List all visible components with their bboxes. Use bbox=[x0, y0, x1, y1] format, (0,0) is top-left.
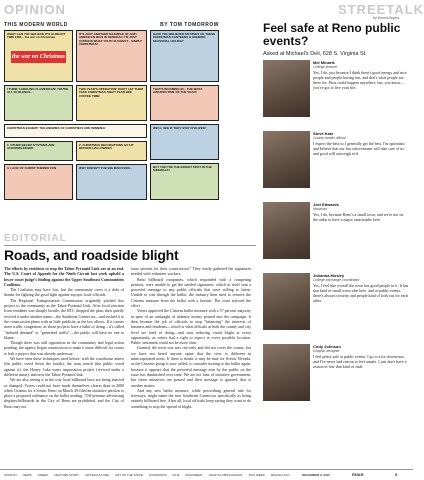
page-number: 5 bbox=[395, 472, 398, 477]
issue-date: DECEMBER 3, 2015 bbox=[302, 473, 331, 477]
footer-nav-item[interactable]: ART OF THE STATE bbox=[115, 473, 143, 477]
respondent-role: College exchange coordinator bbox=[313, 278, 360, 282]
respondent-photo bbox=[263, 273, 310, 330]
footer-nav-item[interactable]: FILM bbox=[172, 473, 180, 477]
respondent-name: Johanna Mosley bbox=[313, 273, 345, 278]
respondent-quote: I feel pretty safe at public events. I go to a lot downtown, and I've never had reason to feel unsafe. I just don't have a reason to fear that kind of stuff. bbox=[313, 354, 407, 369]
editorial-paragraph: issue permits for their construction." They easily gathered the signatures needed with volunteer workers. bbox=[131, 266, 251, 277]
comic-panel-text: 2. CHRISTMAS DECORATIONS GO UP BEFORE HALLOWEEN bbox=[79, 143, 134, 151]
comic-panel-13 bbox=[150, 163, 219, 200]
footer-nav-item[interactable]: MISCELLANY bbox=[270, 473, 290, 477]
editorial-paragraph: Voters approved the Citizens ballot measure with a 57 percent majority in spite of an onslaught of industry money poured into the campaign. It then became the job of officials to stop "balancing" the interests of business and residents—which is what officials at both the county and city level are fond of doing—and start reducing visual blight at every opportunity, as voters had a right to expect at every possible location. Public sentiment could not be more clear. bbox=[131, 308, 251, 346]
comic-panel-2 bbox=[76, 30, 147, 82]
respondent-quote: I expect the best so I generally get the best. I'm optimistic and believe that our law enforcement will take care of us and good will outweigh evil. bbox=[313, 141, 406, 156]
comic-panel-5 bbox=[76, 85, 147, 121]
publication-brand: RN&R bbox=[352, 472, 364, 477]
footer-nav-item[interactable]: FEATURE STORY bbox=[54, 473, 80, 477]
respondent-name: Steve Katz bbox=[313, 131, 334, 136]
comic-panel-text: THIS YEAR'S OPERATION! DON'T LET THEM TAKE CHRISTMAS AWAY! PLAN BEE COFFEE TIME! bbox=[79, 87, 143, 98]
comic-panel-text: WHY DOESN'T THE BIG MAN EVER... bbox=[79, 166, 133, 170]
editorial-column-1 bbox=[4, 266, 124, 409]
editorial-paragraph: Though there was still opposition in the community and legal action pending, the agency began construction to make it more difficult for courts to halt a project that was already underway. bbox=[4, 340, 124, 356]
comic-strip bbox=[4, 22, 219, 202]
editorial-paragraph: The Regional Transportation Commission originally pitched this project to the community as the Tahoe Pyramid Link. After local reaction from residents was sharply hostile, the RTC dropped the plan, then quietly revived it under another name—the Southeast Connector—and rushed it to the construction phase with as little publicity as the law allows. If it causes more traffic congestion, as those projects have a habit of doing—it's called "induced demand" or "generated traffic"—the public will have no one to blame. bbox=[4, 297, 124, 340]
streettalk-title: Feel safe at Reno public events? bbox=[263, 21, 401, 48]
footer-nav-item[interactable]: GREEN bbox=[37, 473, 49, 477]
respondent-name: Cody Johnson bbox=[313, 344, 341, 349]
footer-nav-item[interactable]: NIGHTCLUBS/CASINOS bbox=[208, 473, 243, 477]
respondent-role: Graphic designer bbox=[313, 349, 340, 353]
streettalk-subtitle: Asked at Michael's Deli, 628 S. Virginia St. bbox=[263, 51, 367, 57]
comic-panel-4 bbox=[4, 85, 73, 121]
footer-nav-item[interactable]: THIS WEEK bbox=[248, 473, 265, 477]
comic-panel-text: IT'S JUST ANOTHER EXAMPLE OF ANTI-AMERICAN BIAS IN GENERAL! I'M JUST CURIOUS WHAT YOU'D SUGGEST... SIMPLY CHRISTMAS! bbox=[79, 32, 142, 47]
section-header-editorial: EDITORIAL bbox=[4, 233, 67, 244]
editorial-paragraph: Granted, the town was was city-only and did not cover the county, but we have not heard anyone opine that the view is different in unincorporated areas. If there is doubt, it may be time for Scenic Nevada, as the Citizens group is now called, to consider turning to the ballot again, because it appears that the powerful message sent by the public on the issue has diminished over time. We are not fans of initiative government, but when initiatives are passed and their message is ignored, that is another matter. bbox=[131, 345, 251, 388]
footer-nav bbox=[4, 473, 290, 477]
respondent-photo bbox=[263, 60, 310, 117]
respondent-photo bbox=[263, 344, 310, 401]
respondent-role: County health official bbox=[313, 136, 346, 140]
footer-nav-item[interactable]: ARTS&CULTURE bbox=[85, 473, 110, 477]
editorial-paragraph: Reno billboard companies, which responded with a competing petition, were unable to get the needed signatures, which in itself sent a powerful message to any public officials that were willing to listen. Unable to win through the ballot, the industry then tried to remove the Citizens measure from the ballot with a lawsuit. The court rejected the effort. bbox=[131, 276, 251, 309]
footer-nav-item[interactable]: OPINION bbox=[4, 473, 17, 477]
comic-panel-9 bbox=[4, 141, 73, 161]
comic-title: THIS MODERN WORLD bbox=[4, 22, 68, 28]
editorial-paragraph: We have seen these techniques used before, with the courthouse annex (the public voted down the bonds), the train trench (the public voted against it), the Honey Lake water importation project (revived under a different name), and now the Tahoe Pyramid link. bbox=[4, 356, 124, 377]
comic-panel-text: THAT'S INCOMING IN... THE MOST AWAITED TIME OF THE YEAR! bbox=[153, 87, 203, 95]
comic-panel-12 bbox=[76, 164, 147, 200]
editorial-column-2 bbox=[131, 266, 251, 409]
comic-panel-1 bbox=[4, 30, 73, 82]
section-header-streettalk: STREETALK bbox=[338, 2, 424, 17]
respondent-quote: Yes, I do, just because I think there's good energy and nice people and people having fun, and that's what people are there for. Paris could happen anywhere, but, you know—you've got to live your life. bbox=[313, 70, 407, 90]
comic-panel-text: WE'LL SEE IF THEY STAY CIVILIZED! bbox=[153, 126, 206, 130]
respondent-quote: Yes, I feel like overall the town has good people in it. It has that kind of small-town vibe here, and at public events, there's always security and people kind of look out for each other. bbox=[313, 283, 409, 303]
comic-panel-text: CHRISTMAS EXHIBIT! THE ENEMIES OF CHRISTMAS ARE WINNING! bbox=[7, 126, 106, 130]
footer-nav-item[interactable]: NEWS bbox=[22, 473, 32, 477]
comic-panel-11 bbox=[4, 164, 73, 200]
footer-nav-item[interactable]: FOODFINDS bbox=[148, 473, 167, 477]
editorial-paragraph: The Coalition may have lost, but the community owes it a debt of thanks for fighting the good fight against myopic local officials. bbox=[4, 287, 124, 298]
comic-panel-6 bbox=[150, 85, 219, 121]
respondent-role: College lecturer bbox=[313, 65, 338, 69]
comic-panel-text: 1. OTHER BELIEF SYSTEMS ARE ACKNOWLEDGED bbox=[7, 143, 55, 151]
respondent-name: Joel Edwards bbox=[313, 202, 339, 207]
editorial-paragraph: And any new ballot measure, while prescribing general rule for freeways, might name the new Southeast Connector specifically as being entirely billboard free. After all, local officials keep saying they want to do something to stop the spread of blight. bbox=[131, 387, 251, 409]
comic-panel-text: HAVE YOU BELIEVED MYSTERY OF THESE CHRISTMAS CANTEENS & GENERIC SEASONAL HOLIDAY bbox=[153, 32, 216, 43]
comic-panel-3 bbox=[150, 30, 219, 82]
editorial-paragraph: We are also seeing it in the way local billboard laws are being enacted or changed. Voters could not have made themselves clearer than in 2000 when Citizens for a Scenic Reno on March 29 filed an initiative petition to place a proposed ordinance on the ballot reading, "Off-premise advertising displays/billboards in the City of Reno are prohibited, and the City of Reno may not bbox=[4, 377, 124, 409]
comic-panel-10 bbox=[76, 141, 147, 161]
comic-panel-text: I THINK CAROLING IS AMERICAN! YOU'RE ALL IN SILENCE... bbox=[7, 87, 69, 95]
page-footer bbox=[0, 469, 413, 480]
streettalk-column bbox=[263, 21, 411, 369]
respondent-quote: Yes, I do, because Reno's a small town, and we're not on the radar to have a major catastrophe here. bbox=[313, 212, 404, 222]
respondent-name: Mel Minarik bbox=[313, 60, 335, 65]
comic-panel-text: 3. LACK OF CHRIST-THEMED FUN bbox=[7, 166, 57, 170]
editorial-paragraph: The efforts by residents to stop the Tahoe Pyramid Link are at an end. The U.S. Court of Appeals for the Ninth Circuit last week upheld a lower court judge's finding against the Upper Southeast Communities Coalition. bbox=[4, 266, 124, 287]
streettalk-byline: by Dennis Myers bbox=[373, 16, 400, 20]
footer-nav-item[interactable]: MUSICBEAT bbox=[185, 473, 203, 477]
comic-panel-8 bbox=[150, 124, 219, 160]
comic-panel-text: BUT THEY'RE THE BRIGHT SPOT IN THE SIDEWALK! bbox=[153, 165, 212, 173]
section-header-opinion: OPINION bbox=[4, 2, 66, 17]
comic-banner: the war on Christmas bbox=[11, 51, 66, 63]
divider bbox=[4, 245, 256, 246]
respondent-photo bbox=[263, 202, 310, 259]
respondent-role: Musician bbox=[313, 207, 327, 211]
comic-panel-7 bbox=[4, 124, 147, 138]
editorial-headline: Roads, and roadside blight bbox=[4, 247, 179, 263]
comic-author: BY TOM TOMORROW bbox=[160, 22, 219, 28]
respondent-photo bbox=[263, 131, 310, 188]
comic-panel-text: WHAT CAN YOU BELIEVE IT'S ALREADY TIME FOR... the war on Christmas bbox=[7, 32, 66, 40]
